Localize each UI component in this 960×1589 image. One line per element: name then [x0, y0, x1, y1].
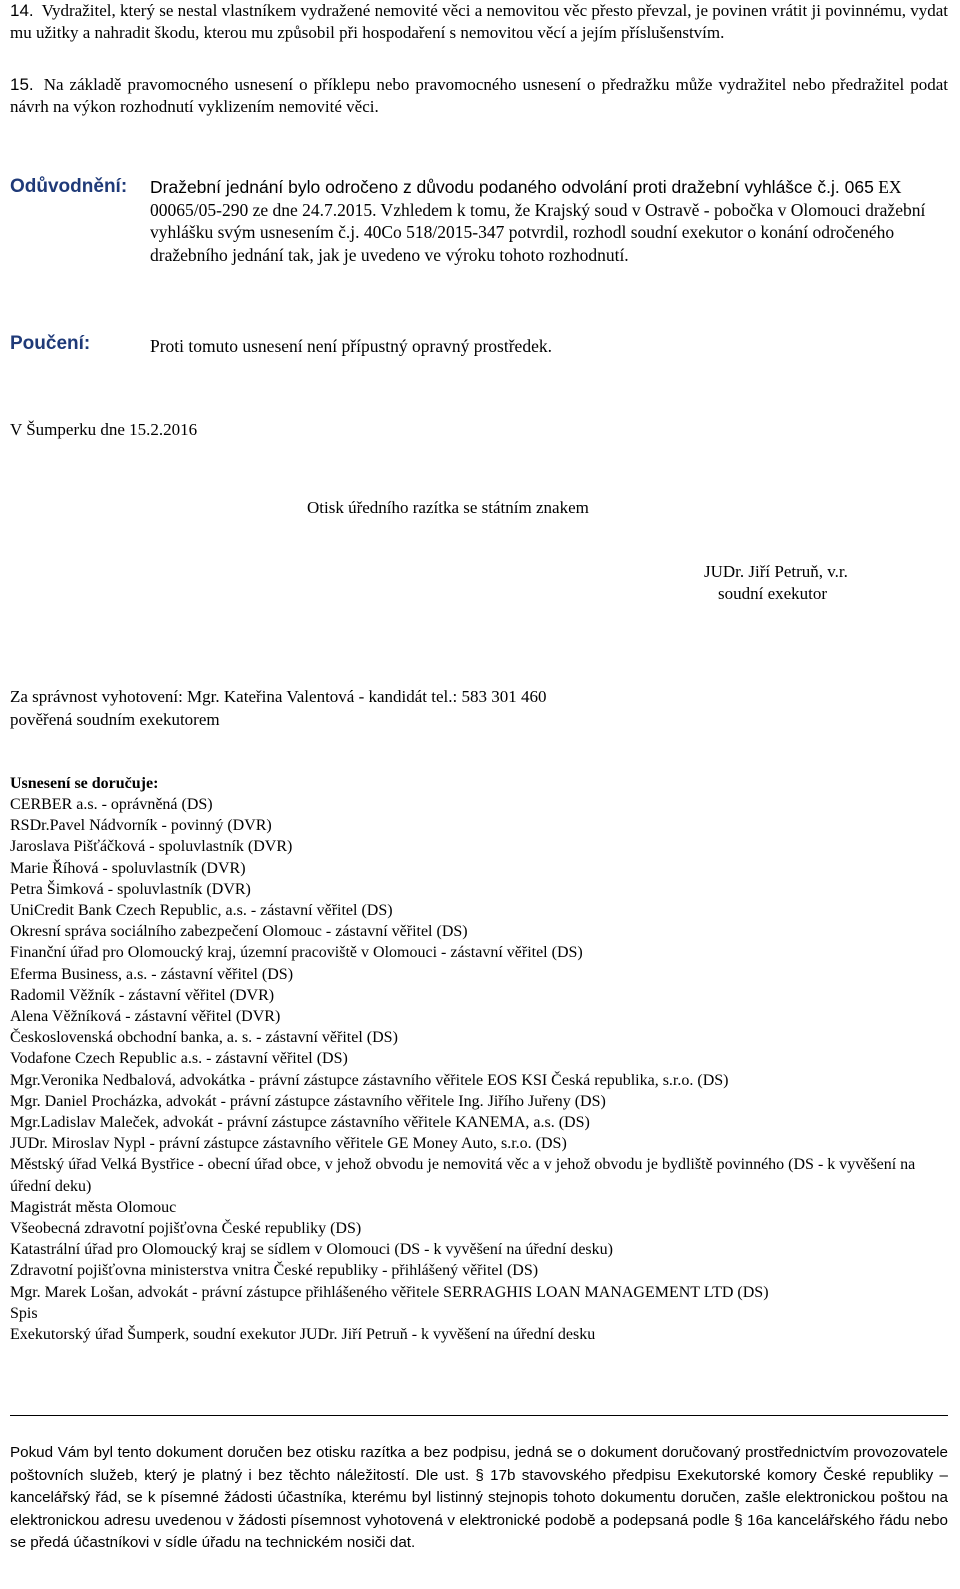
- recipient-item: Eferma Business, a.s. - zástavní věřitel (DS): [10, 965, 294, 983]
- pouceni-text: Proti tomuto usnesení není přípustný opravný prostředek.: [150, 336, 552, 356]
- recipient-item: Vodafone Czech Republic a.s. - zástavní věřitel (DS): [10, 1050, 348, 1068]
- recipient-item: Československá obchodní banka, a. s. - zástavní věřitel (DS): [10, 1029, 398, 1047]
- place-date: V Šumperku dne 15.2.2016: [10, 420, 198, 439]
- oduvodneni-section: [10, 176, 948, 266]
- stamp-placeholder: Otisk úředního razítka se státním znakem: [307, 498, 589, 517]
- attestation-role: pověřená soudním exekutorem: [10, 710, 220, 729]
- recipient-item: Okresní správa sociálního zabezpečení Olomouc - zástavní věřitel (DS): [10, 923, 468, 941]
- recipient-item: Finanční úřad pro Olomoucký kraj, územní pracoviště v Olomouci - zástavní věřitel (DS): [10, 944, 583, 962]
- recipient-item: Exekutorský úřad Šumperk, soudní exekutor JUDr. Jiří Petruň - k vyvěšení na úřední desku: [10, 1326, 596, 1344]
- pouceni-label: Poučení:: [10, 333, 91, 354]
- recipient-item: Magistrát města Olomouc: [10, 1198, 177, 1216]
- recipient-item: Marie Říhová - spoluvlastník (DVR): [10, 859, 246, 877]
- attestation-line: Za správnost vyhotovení: Mgr. Kateřina Valentová - kandidát tel.: 583 301 460: [10, 687, 547, 706]
- recipient-item: Alena Věžníková - zástavní věřitel (DVR): [10, 1008, 281, 1026]
- signatory-name: JUDr. Jiří Petruň, v.r.: [704, 562, 848, 581]
- oduvodneni-label: Odůvodnění:: [10, 176, 128, 197]
- recipient-item: Petra Šimková - spoluvlastník (DVR): [10, 880, 251, 898]
- recipient-item: RSDr.Pavel Nádvorník - povinný (DVR): [10, 817, 272, 835]
- point-text: Na základě pravomocného usnesení o příklepu nebo pravomocného usnesení o předražku může vydražitel nebo předražitel podat návrh na výkon rozhodnutí vyklizením nemovité věci.: [10, 75, 948, 116]
- recipient-item: Mgr.Veronika Nedbalová, advokátka - právní zástupce zástavního věřitele EOS KSI Česká republika, s.r.o. (DS): [10, 1071, 729, 1089]
- point-number: 15.: [10, 75, 34, 94]
- recipient-item: CERBER a.s. - oprávněná (DS): [10, 796, 213, 813]
- point-14: [10, 0, 948, 43]
- recipient-item: Městský úřad Velká Bystřice - obecní úřad obce, v jehož obvodu je nemovitá věc a v jehož obvodu je bydliště povinného (DS - k vyvěšení na úřední deku): [10, 1156, 916, 1195]
- recipient-item: Mgr. Daniel Procházka, advokát - právní zástupce zástavního věřitele Ing. Jiřího Juřeny (DS): [10, 1092, 606, 1110]
- point-number: 14.: [10, 1, 34, 20]
- pouceni-section: [10, 333, 948, 358]
- recipient-item: Mgr.Ladislav Maleček, advokát - právní zástupce zástavního věřitele KANEMA, a.s. (DS): [10, 1114, 590, 1132]
- recipient-item: Mgr. Marek Lošan, advokát - právní zástupce přihlášeného věřitele SERRAGHIS LOAN MANAGEMENT LTD (DS): [10, 1283, 769, 1301]
- recipient-item: Jaroslava Pišťáčková - spoluvlastník (DVR): [10, 838, 293, 856]
- recipient-item: Spis: [10, 1304, 38, 1322]
- footer-note: Pokud Vám byl tento dokument doručen bez otisku razítka a bez podpisu, jedná se o dokument doručovaný prostřednictvím provozovatele poštovních služeb, který je platný i bez těchto náležitostí. Dle ust. § 17b stavovského předpisu Exekutorské komory České republiky – kancelářský řád, se k písemné žádosti účastníka, kterému byl listinný stejnopis tohoto dokumentu doručen, zašle elektronickou poštou na elektronickou adresu uvedenou v žádosti písemnost vyhotovená v elektronické podobě a podepsaná podle § 16a kancelářského řádu nebo se předá účastníkovi v sídle úřadu na technickém nosiči dat.: [10, 1444, 948, 1551]
- footer-divider: [10, 1415, 948, 1416]
- recipients-list: [10, 773, 955, 1345]
- recipient-item: Katastrální úřad pro Olomoucký kraj se sídlem v Olomouci (DS - k vyvěšení na úřední desku): [10, 1241, 613, 1259]
- recipient-item: UniCredit Bank Czech Republic, a.s. - zástavní věřitel (DS): [10, 902, 393, 920]
- recipient-item: JUDr. Miroslav Nypl - právní zástupce zástavního věřitele GE Money Auto, s.r.o. (DS): [10, 1135, 567, 1153]
- recipients-heading: Usnesení se doručuje:: [10, 775, 159, 792]
- oduvodneni-lead: Dražební jednání bylo odročeno z důvodu podaného odvolání proti dražební vyhlášce č.j. 065: [150, 177, 874, 197]
- recipient-item: Zdravotní pojišťovna ministerstva vnitra České republiky - přihlášený věřitel (DS): [10, 1262, 539, 1280]
- oduvodneni-rest: EX 00065/05-290 ze dne 24.7.2015. Vzhledem k tomu, že Krajský soud v Ostravě - pobočka v Olomouci dražební vyhlášku svým usnesením č.j. 40Co 518/2015-347 potvrdil, rozhodl soudní exekutor o konání odročeného dražebního jednání tak, jak je uvedeno ve výroku tohoto rozhodnutí.: [150, 177, 926, 265]
- signatory-title: soudní exekutor: [718, 584, 828, 603]
- recipient-item: Všeobecná zdravotní pojišťovna České republiky (DS): [10, 1220, 362, 1238]
- point-text: Vydražitel, který se nestal vlastníkem vydražené nemovité věci a nemovitou věc přesto převzal, je povinen vrátit ji povinnému, vydat mu užitky a nahradit škodu, kterou mu způsobil při hospodaření s nemovitou věcí a jejím příslušenstvím.: [10, 1, 949, 42]
- recipient-item: Radomil Věžník - zástavní věřitel (DVR): [10, 986, 275, 1004]
- point-15: [10, 74, 948, 117]
- oduvodneni-text: [150, 176, 948, 266]
